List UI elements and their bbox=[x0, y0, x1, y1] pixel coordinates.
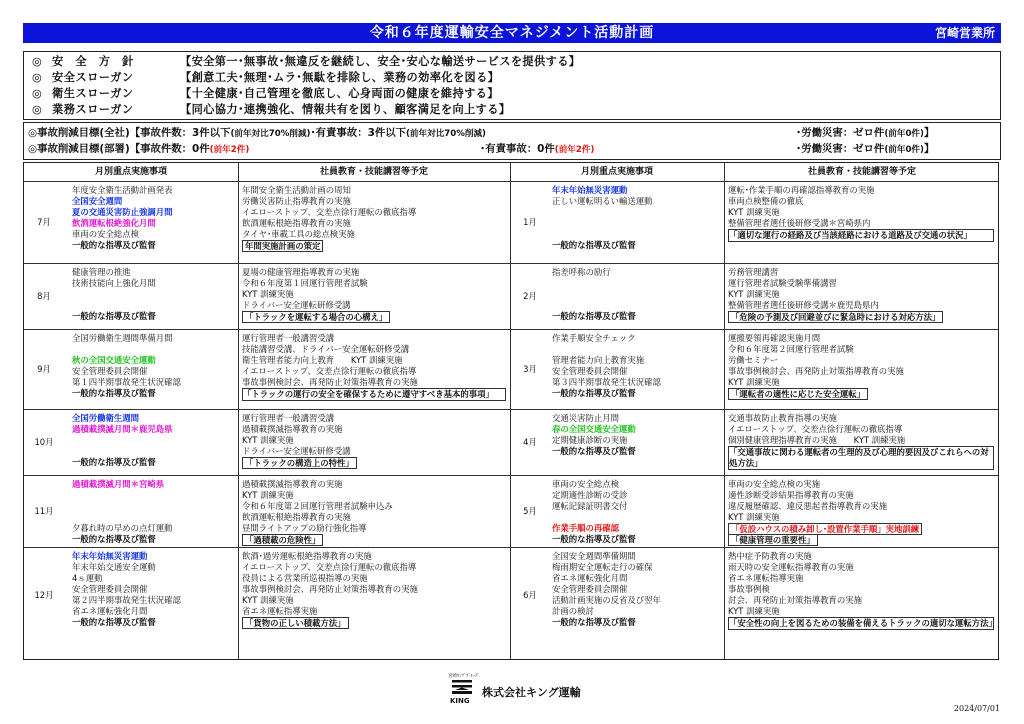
policy-label: 業務スローガン bbox=[52, 103, 134, 116]
cell-line: タイヤ･車載工具の総点検実施 bbox=[242, 229, 355, 239]
cell-line: 違反履歴確認、違反悪起者指導教育の実施 bbox=[728, 501, 888, 511]
cell-line: 梅雨期安全運転走行の確保 bbox=[552, 562, 653, 572]
cell-line: 運行管理者一般講習受講 bbox=[242, 333, 335, 343]
cell-line: 全国労働衛生週間 bbox=[72, 413, 139, 423]
cell-line: 「健康管理の重要性」 bbox=[728, 534, 818, 546]
cell-line: 年間実施計画の策定 bbox=[242, 240, 323, 252]
target-close: 】 bbox=[923, 143, 935, 155]
cell-line: 役員による営業所巡視指導の実施 bbox=[242, 573, 368, 583]
cell-lines bbox=[242, 333, 506, 401]
table-row-divider bbox=[24, 263, 998, 264]
cell-line: ドライバー安全運転研修受講 bbox=[242, 300, 351, 310]
policy-text: 【創意工夫･無理･ムラ･無駄を排除し、業務の効率化を図る】 bbox=[180, 71, 500, 84]
policy-text: 【十全健康･自己管理を徹底し、心身両面の健康を維持する】 bbox=[180, 87, 499, 100]
target-labor: ･労働災害：ゼロ件 bbox=[796, 143, 885, 155]
cell-line: 飲酒運転根絶強化月間 bbox=[72, 218, 156, 228]
cell-line: 指差呼称の励行 bbox=[552, 267, 611, 277]
cell-line: 過積載撲滅月間＊宮崎県 bbox=[72, 479, 165, 489]
cell-line: 飲酒運転根絶指導教育の実施 bbox=[242, 512, 351, 522]
target-close: 】 bbox=[923, 127, 935, 139]
cell-line: 「交通事故に関わる運転者の生理的及び心理的要因及びこれらへの対処方法」 bbox=[729, 447, 989, 468]
policy-mark: ◎ bbox=[32, 55, 42, 68]
cell-line: 全国安全週間準備期間 bbox=[552, 551, 636, 561]
activity-table bbox=[23, 162, 999, 660]
month-label: 5月 bbox=[523, 506, 537, 516]
cell-line: 一般的な指導及び監督 bbox=[72, 388, 156, 398]
cell-line: 夏の交通災害防止強調月間 bbox=[72, 207, 173, 217]
target-label: ◎事故削減目標(部署)【事故件数：0件 bbox=[28, 143, 210, 155]
table-column-divider bbox=[238, 163, 239, 659]
cell-line: 第３四半期事故発生状況確認 bbox=[552, 377, 661, 387]
issue-date: 2024/07/01 bbox=[953, 704, 1000, 713]
cell-line: 作業手順安全チェック bbox=[552, 333, 636, 343]
cell-line: 個別健康管理指導教育の実施 KYT 訓練実施 bbox=[728, 435, 906, 445]
cell-line: 活動計画実施の反省及び翌年 bbox=[552, 595, 661, 605]
cell-line: 令和６年度第２回運行管理者試験申込み bbox=[242, 501, 393, 511]
cell-lines bbox=[72, 333, 181, 399]
cell-line: KYT 訓練実施 bbox=[242, 595, 294, 605]
policy-box bbox=[23, 51, 1001, 120]
cell-line: 「貨物の正しい積載方法」 bbox=[242, 617, 349, 629]
cell-line: 安全管理委員会開催 bbox=[72, 366, 148, 376]
policy-mark: ◎ bbox=[32, 71, 42, 84]
cell-lines bbox=[242, 479, 393, 545]
cell-line: 健康管理の推進 bbox=[72, 267, 131, 277]
target-company-labor bbox=[796, 125, 934, 142]
cell-line: 「仮設ハウスの積み卸し･設置作業手順」実地訓練 bbox=[728, 523, 922, 535]
month-label: 9月 bbox=[37, 364, 51, 374]
cell-line: 計画の検討 bbox=[552, 606, 594, 616]
cell-lines bbox=[72, 185, 173, 251]
cell-lines bbox=[728, 479, 922, 545]
page-title: 令和６年度運輸安全マネジメント活動計画 bbox=[369, 25, 655, 41]
cell-lines bbox=[242, 267, 390, 322]
target-note: (前年2件) bbox=[554, 145, 595, 155]
target-labor: ･労働災害：ゼロ件 bbox=[796, 127, 885, 139]
table-row-divider bbox=[24, 409, 998, 410]
cell-line: 一般的な指導及び監督 bbox=[72, 617, 156, 627]
cell-line: 「トラックを運転する場合の心構え」 bbox=[242, 311, 390, 323]
policy-row-health-slogan bbox=[32, 86, 499, 102]
month-label: 3月 bbox=[523, 364, 537, 374]
cell-lines bbox=[552, 185, 653, 251]
policy-row-safety-policy bbox=[32, 54, 580, 70]
cell-line: 交通事故防止教育指導の実施 bbox=[728, 413, 837, 423]
cell-line: 「運転者の適性に応じた安全運転」 bbox=[728, 388, 868, 400]
cell-line: 令和６年度第１回運行管理者試験 bbox=[242, 278, 368, 288]
cell-line: 昼間ライトアップの励行強化指導 bbox=[242, 523, 367, 533]
cell-lines bbox=[728, 413, 994, 470]
cell-line: 一般的な指導及び監督 bbox=[552, 388, 636, 398]
cell-lines bbox=[72, 479, 173, 545]
policy-mark: ◎ bbox=[32, 87, 42, 100]
cell-line: 一般的な指導及び監督 bbox=[552, 534, 636, 544]
cell-line: 「安全性の向上を図るための装備を備えるトラックの適切な運転方法」 bbox=[729, 618, 997, 628]
cell-line: 事故事例検討会、再発防止対策指導教育の実施 bbox=[728, 366, 904, 376]
cell-line: KYT 訓練実施 bbox=[728, 289, 780, 299]
cell-lines bbox=[72, 413, 173, 468]
cell-line: 「適切な運行の経路及び当該経路における道路及び交通の状況」 bbox=[729, 230, 972, 240]
target-note: (前年対比70%削減) bbox=[406, 129, 486, 139]
table-row-divider bbox=[24, 547, 998, 548]
cell-line: 一般的な指導及び監督 bbox=[552, 311, 636, 321]
cell-line: KYT 訓練実施 bbox=[242, 490, 294, 500]
cell-line: 全国労働衛生週間準備月間 bbox=[72, 333, 173, 343]
cell-line: 事故事例検討会、再発防止対策指導教育の実施 bbox=[242, 584, 418, 594]
policy-mark: ◎ bbox=[32, 103, 42, 116]
cell-lines bbox=[552, 333, 661, 399]
cell-line: 過積載撲滅指導教育の実施 bbox=[242, 424, 343, 434]
cell-line: 安全管理委員会開催 bbox=[72, 584, 148, 594]
company-name: 株式会社キング運輸 bbox=[482, 686, 581, 699]
cell-line: 省エネ運転強化月間 bbox=[552, 573, 628, 583]
cell-line: 夕暮れ時の早めの点灯運動 bbox=[72, 523, 173, 533]
header-left-focus: 月別重点実施事項 bbox=[94, 167, 167, 177]
cell-line: KYT 訓練実施 bbox=[242, 435, 294, 445]
cell-line: 技術技能向上強化月間 bbox=[72, 278, 156, 288]
policy-text: 【安全第一･無事故･無違反を継続し、安全･安心な輸送サービスを提供する】 bbox=[180, 55, 581, 68]
cell-line: 運転記録証明書交付 bbox=[552, 501, 628, 511]
cell-lines bbox=[552, 267, 636, 322]
target-note: (前年2件) bbox=[209, 145, 250, 155]
target-note: (前年対比70%削減) bbox=[230, 129, 311, 139]
target-company-main bbox=[28, 125, 486, 142]
cell-line: 省エネ運転指導実施 bbox=[728, 573, 804, 583]
cell-line: 管理者能力向上教育実施 bbox=[552, 355, 645, 365]
cell-line: 運搬要領再確認実施月間 bbox=[728, 333, 821, 343]
target-note: (前年0件) bbox=[884, 129, 924, 139]
cell-line: 過積載撲滅指導教育の実施 bbox=[242, 479, 343, 489]
cell-lines bbox=[72, 267, 156, 322]
cell-lines bbox=[242, 185, 416, 251]
cell-line: 一般的な指導及び監督 bbox=[552, 446, 636, 456]
cell-line: イエローストップ、交差点徐行運転の徹底指導 bbox=[242, 562, 417, 572]
target-dept-main bbox=[28, 141, 249, 158]
cell-line: 労働セミナー bbox=[728, 355, 779, 365]
cell-line: イエローストップ、交差点徐行運転の徹底指導 bbox=[728, 424, 903, 434]
cell-line: 交通災害防止月間 bbox=[552, 413, 619, 423]
policy-label: 安 全 方 針 bbox=[52, 55, 134, 68]
cell-lines bbox=[728, 551, 997, 630]
cell-line: KYT 訓練実施 bbox=[242, 289, 294, 299]
cell-lines bbox=[242, 551, 418, 628]
cell-line: 年間安全衛生活動計画の周知 bbox=[242, 185, 351, 195]
king-logo-icon bbox=[446, 672, 596, 706]
cell-lines bbox=[728, 185, 994, 242]
cell-line: 整備管理者選任後研修受講＊鹿児島県内 bbox=[728, 300, 879, 310]
cell-line: 作業手順の再確認 bbox=[552, 523, 619, 533]
table-column-divider bbox=[724, 163, 725, 659]
cell-line: 年末年始無災害運動 bbox=[72, 551, 148, 561]
cell-line: 一般的な指導及び監督 bbox=[72, 457, 156, 467]
cell-line: 春の全国交通安全運動 bbox=[552, 424, 636, 434]
cell-lines bbox=[552, 413, 636, 457]
cell-lines bbox=[242, 413, 357, 468]
target-label: ◎事故削減目標(全社)【事故件数：3件以下 bbox=[28, 127, 231, 139]
cell-line: KYT 訓練実施 bbox=[728, 512, 780, 522]
month-label: 8月 bbox=[37, 291, 51, 301]
cell-line: 運行管理者試験受験準備講習 bbox=[728, 278, 837, 288]
cell-line: 省エネ運転強化月間 bbox=[72, 606, 148, 616]
office-name: 宮崎営業所 bbox=[934, 26, 995, 40]
cell-line: 夏場の健康管理指導教育の実施 bbox=[242, 267, 360, 277]
cell-line: 「トラックの構造上の特性」 bbox=[242, 457, 357, 469]
cell-line: 一般的な指導及び監督 bbox=[552, 240, 636, 250]
cell-line: 年末年始無災害運動 bbox=[552, 185, 628, 195]
logo-group-text: 宮崎ｷﾝｸﾞｸﾞﾙｰﾌﾟ bbox=[448, 674, 480, 679]
cell-line: 安全管理委員会開催 bbox=[552, 584, 628, 594]
cell-line: 事故事例検 bbox=[728, 584, 770, 594]
cell-line: 事故事例検討会、再発防止対策指導教育の実施 bbox=[242, 377, 418, 387]
cell-line: 全国安全週間 bbox=[72, 196, 123, 206]
cell-line: 飲酒･過労運転根絶指導教育の実施 bbox=[242, 551, 372, 561]
cell-line: 安全管理委員会開催 bbox=[552, 366, 628, 376]
target-row-dept bbox=[28, 141, 998, 157]
cell-line: 車両の安全総点検の実施 bbox=[728, 479, 821, 489]
cell-line: 熱中症予防教育の実施 bbox=[728, 551, 812, 561]
month-label: 6月 bbox=[523, 590, 537, 600]
cell-line: 正しい運転明るい輸送運動 bbox=[552, 196, 653, 206]
month-label: 2月 bbox=[523, 291, 537, 301]
table-row-divider bbox=[24, 329, 998, 330]
cell-line: 整備管理者選任後研修受講＊宮崎県内 bbox=[728, 218, 871, 228]
cell-lines bbox=[72, 551, 181, 628]
cell-line: 車両点検整備の徹底 bbox=[728, 196, 804, 206]
table-row-divider bbox=[24, 475, 998, 476]
cell-line: ドライバー安全運転研修受講 bbox=[242, 446, 351, 456]
cell-line: イエローストップ、交差点徐行運転の徹底指導 bbox=[242, 366, 417, 376]
cell-line: 技能講習受講、ドライバー安全運転研修受講 bbox=[242, 344, 410, 354]
cell-line: 一般的な指導及び監督 bbox=[72, 240, 156, 250]
cell-line: 第１四半期事故発生状況確認 bbox=[72, 377, 181, 387]
month-label: 1月 bbox=[523, 217, 537, 227]
cell-lines bbox=[728, 333, 904, 399]
cell-line: 車両の安全総点検 bbox=[72, 229, 139, 239]
cell-line: 一般的な指導及び監督 bbox=[72, 311, 156, 321]
header-right-focus: 月別重点実施事項 bbox=[580, 167, 653, 177]
cell-line: KYT 訓練実施 bbox=[728, 377, 780, 387]
month-label: 10月 bbox=[34, 437, 54, 447]
cell-line: 4ｓ運動 bbox=[72, 573, 103, 583]
table-row-divider bbox=[24, 181, 998, 182]
cell-line: 第２四半期事故発生状況確認 bbox=[72, 595, 181, 605]
policy-row-safety-slogan bbox=[32, 70, 499, 86]
cell-line: 衛生管理者能力向上教育 KYT 訓練実施 bbox=[242, 355, 403, 365]
cell-line: 秋の全国交通安全運動 bbox=[72, 355, 156, 365]
cell-line: 雨天時の安全運転指導教育の実施 bbox=[728, 562, 854, 572]
cell-line: 運行管理者一般講習受講 bbox=[242, 413, 335, 423]
header-right-edu: 社員教育・技能講習等予定 bbox=[807, 167, 916, 177]
cell-line: KYT 訓練実施 bbox=[728, 207, 780, 217]
month-label: 12月 bbox=[34, 590, 54, 600]
cell-line: 「過積載の危険性」 bbox=[242, 534, 323, 546]
cell-line: イエローストップ、交差点徐行運転の徹底指導 bbox=[242, 207, 417, 217]
policy-label: 安全スローガン bbox=[52, 71, 134, 84]
cell-line: 一般的な指導及び監督 bbox=[552, 617, 636, 627]
cell-line: KYT 訓練実施 bbox=[728, 606, 780, 616]
cell-lines bbox=[552, 551, 661, 628]
cell-line: 過積載撲滅月間＊鹿児島県 bbox=[72, 424, 173, 434]
month-label: 11月 bbox=[34, 506, 54, 516]
target-note: (前年0件) bbox=[884, 145, 924, 155]
target-dept-liability bbox=[480, 141, 594, 158]
month-label: 7月 bbox=[37, 217, 51, 227]
title-bar bbox=[23, 23, 1001, 43]
policy-text: 【同心協力･連携強化、情報共有を図り、顧客満足を向上する】 bbox=[180, 103, 511, 116]
cell-line: 労働災害防止指導教育の実施 bbox=[242, 196, 351, 206]
cell-line: 適性診断受診結果指導教育の実施 bbox=[728, 490, 854, 500]
policy-row-business-slogan bbox=[32, 102, 510, 118]
cell-line: 定期健康診断の実施 bbox=[552, 435, 628, 445]
cell-line: 令和６年度第２回運行管理者試験 bbox=[728, 344, 854, 354]
cell-line: 飲酒運転根絶指導教育の実施 bbox=[242, 218, 351, 228]
cell-lines bbox=[552, 479, 636, 545]
logo-king-text: KING bbox=[450, 697, 470, 705]
company-logo bbox=[446, 672, 596, 706]
target-row-company bbox=[28, 125, 998, 141]
cell-line: 年度安全衛生活動計画発表 bbox=[72, 185, 173, 195]
cell-line: 「危険の予測及び回避並びに緊急時における対応方法」 bbox=[728, 311, 943, 323]
cell-line: 労務管理講習 bbox=[728, 267, 779, 277]
cell-line: 車両の安全総点検 bbox=[552, 479, 619, 489]
cell-line: 一般的な指導及び監督 bbox=[72, 534, 156, 544]
target-dept-labor bbox=[796, 141, 934, 158]
month-label: 4月 bbox=[523, 437, 537, 447]
targets-box bbox=[23, 122, 1001, 160]
cell-lines bbox=[728, 267, 943, 322]
header-left-edu: 社員教育・技能講習等予定 bbox=[319, 167, 428, 177]
cell-line: 省エネ運転指導実施 bbox=[242, 606, 318, 616]
policy-label: 衛生スローガン bbox=[52, 87, 134, 100]
target-liability: ･有責事故：3件以下 bbox=[310, 127, 406, 139]
cell-line: 運転･作業手順の再確認指導教育の実施 bbox=[728, 185, 875, 195]
table-column-divider bbox=[510, 163, 511, 659]
cell-line: 定期適性診断の受診 bbox=[552, 490, 628, 500]
cell-line: 「トラックの運行の安全を確保するために遵守すべき基本的事項」 bbox=[243, 389, 494, 399]
cell-line: 年末年始交通安全運動 bbox=[72, 562, 156, 572]
cell-line: 討会、再発防止対策指導教育の実施 bbox=[728, 595, 862, 605]
target-liability: ･有責事故：0件 bbox=[480, 143, 555, 155]
